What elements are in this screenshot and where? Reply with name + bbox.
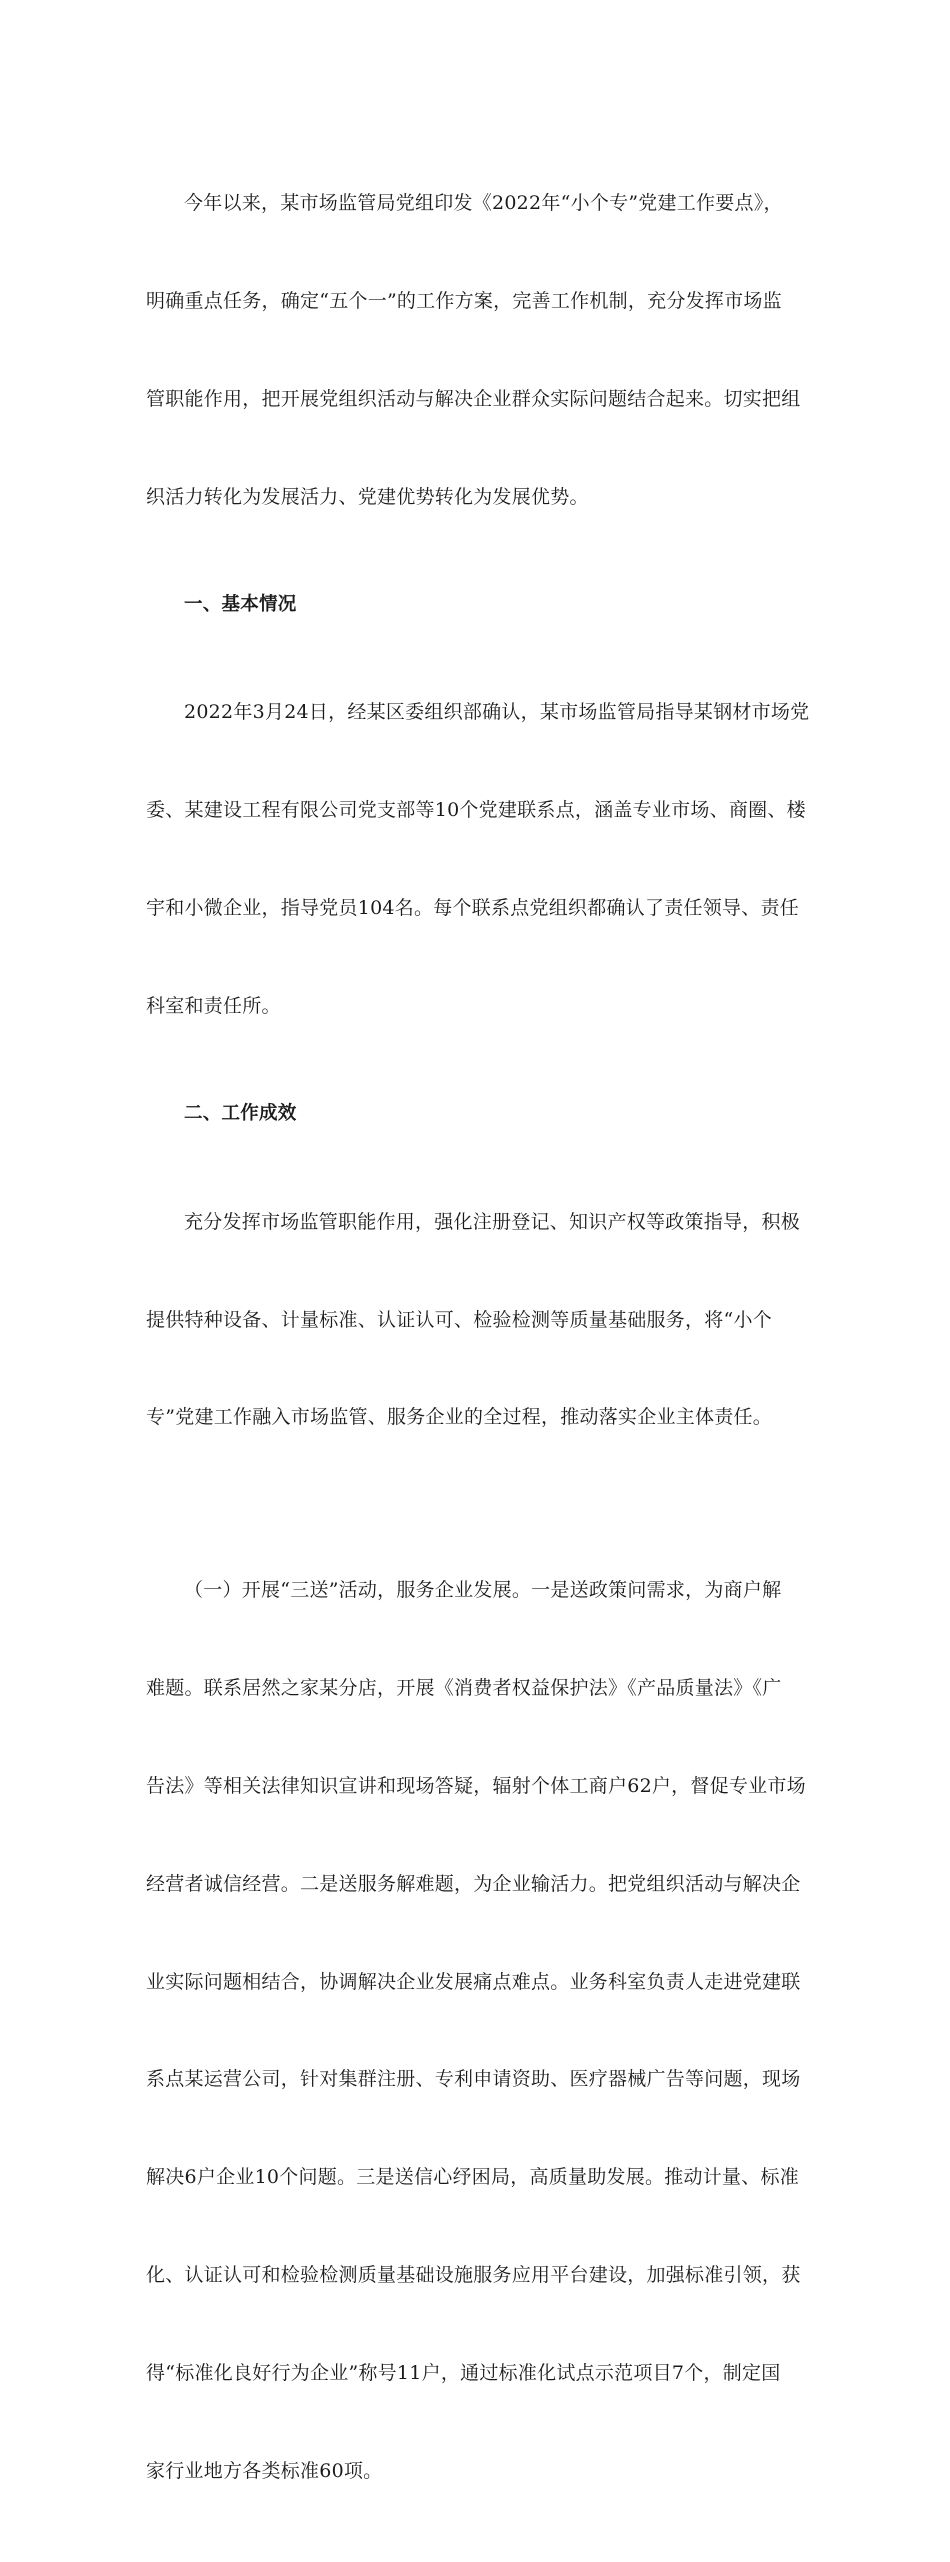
section-heading-work-results: 二、工作成效 <box>184 1102 297 1124</box>
paragraph-line: 科室和责任所。 <box>146 994 281 1017</box>
basic-situation-paragraph <box>146 631 810 1087</box>
paragraph-line: 业实际问题相结合，协调解决企业发展痛点难点。业务科室负责人走进党建联 <box>146 1970 801 1993</box>
three-sends-paragraph <box>146 1509 806 2552</box>
paragraph-line: 难题。联系居然之家某分店，开展《消费者权益保护法》《产品质量法》《广 <box>146 1677 782 1700</box>
paragraph-line: 明确重点任务，确定“五个一”的工作方案，完善工作机制，充分发挥市场监 <box>146 289 782 312</box>
paragraph-line: 经营者诚信经营。二是送服务解难题，为企业输活力。把党组织活动与解决企 <box>146 1872 801 1895</box>
paragraph-line: 告法》等相关法律知识宣讲和现场答疑，辐射个体工商户62户，督促专业市场 <box>146 1775 806 1798</box>
document-body <box>146 122 810 2562</box>
paragraph-line: 家行业地方各类标准60项。 <box>146 2459 383 2482</box>
paragraph-line: 管职能作用，把开展党组织活动与解决企业群众实际问题结合起来。切实把组 <box>146 387 801 410</box>
paragraph-line: 化、认证认可和检验检测质量基础设施服务应用平台建设，加强标准引领，获 <box>146 2263 801 2286</box>
paragraph-line: 织活力转化为发展活力、党建优势转化为发展优势。 <box>146 485 589 508</box>
paragraph-line: 宇和小微企业，指导党员104名。每个联系点党组织都确认了责任领导、责任 <box>146 897 800 920</box>
paragraph-line: 解决6户企业10个问题。三是送信心纾困局，高质量助发展。推动计量、标准 <box>146 2166 800 2189</box>
section-heading-basic-situation: 一、基本情况 <box>184 593 297 615</box>
paragraph-line: 提供特种设备、计量标准、认证认可、检验检测等质量基础服务，将“小个 <box>146 1308 772 1331</box>
paragraph-line: （一）开展“三送”活动，服务企业发展。一是送政策问需求，为商户解 <box>184 1579 782 1602</box>
work-results-paragraph <box>146 1141 806 1500</box>
paragraph-line: 得“标准化良好行为企业”称号11户，通过标准化试点示范项目7个，制定国 <box>146 2361 781 2384</box>
paragraph-line: 委、某建设工程有限公司党支部等10个党建联系点，涵盖专业市场、商圈、楼 <box>146 799 806 822</box>
paragraph-line: 充分发挥市场监管职能作用，强化注册登记、知识产权等政策指导，积极 <box>184 1210 801 1233</box>
paragraph-line: 2022年3月24日，经某区委组织部确认，某市场监管局指导某钢材市场党 <box>184 701 810 724</box>
paragraph-line: 专”党建工作融入市场监管、服务企业的全过程，推动落实企业主体责任。 <box>146 1406 772 1429</box>
intro-paragraph <box>146 122 806 578</box>
paragraph-line: 今年以来，某市场监管局党组印发《2022年“小个专”党建工作要点》， <box>184 192 783 215</box>
paragraph-line: 系点某运营公司，针对集群注册、专利申请资助、医疗器械广告等问题，现场 <box>146 2068 801 2091</box>
